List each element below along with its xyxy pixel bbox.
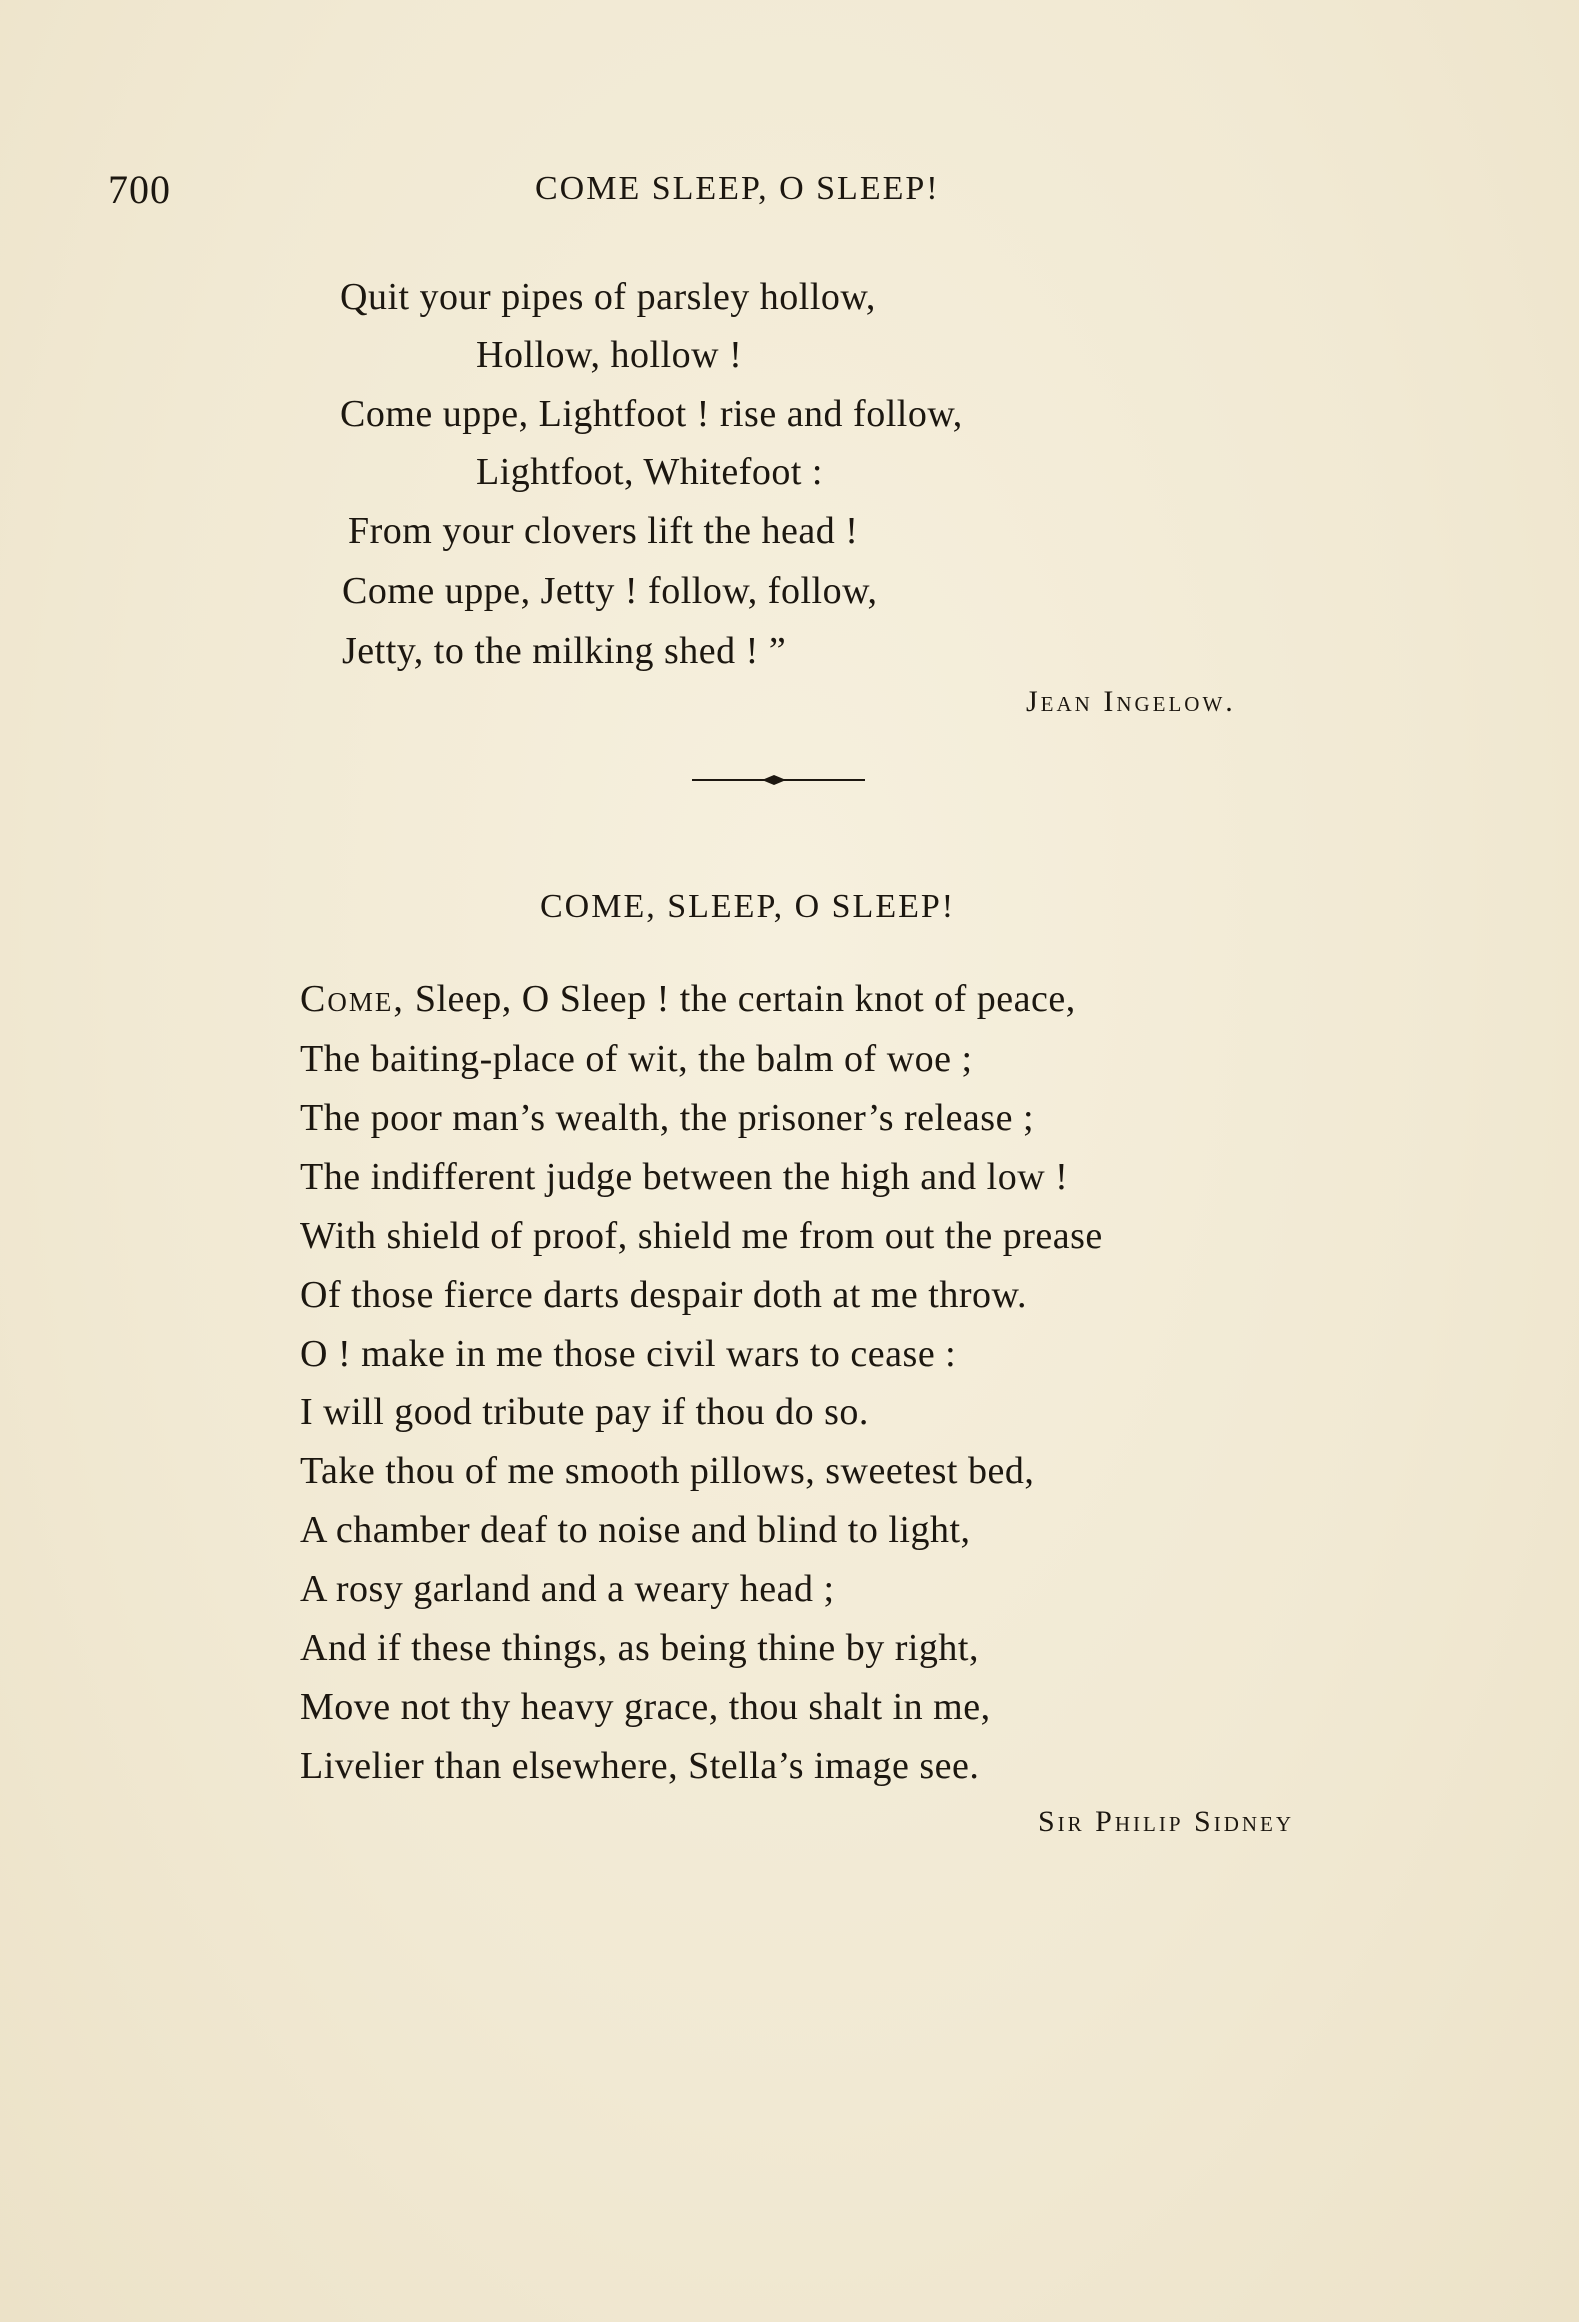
poem1-line: Quit your pipes of parsley hollow, [340, 276, 876, 318]
poem1-line: Come uppe, Lightfoot ! rise and follow, [340, 393, 963, 435]
running-head: COME SLEEP, O SLEEP! [535, 170, 940, 207]
poem1-line: Jetty, to the milking shed ! ” [342, 630, 787, 672]
drop-word: Come, [300, 978, 405, 1020]
poem1-author: Jean Ingelow. [1026, 685, 1236, 718]
poem1-line: Hollow, hollow ! [476, 334, 743, 376]
poem2-line: A chamber deaf to noise and blind to light, [300, 1509, 971, 1551]
poem2-line: Livelier than elsewhere, Stella’s image see. [300, 1745, 980, 1787]
poem1-line: Come uppe, Jetty ! follow, follow, [342, 570, 878, 612]
page-number: 700 [108, 167, 171, 212]
poem2-line: A rosy garland and a weary head ; [300, 1568, 835, 1610]
poem2-line: Move not thy heavy grace, thou shalt in me, [300, 1686, 991, 1728]
poem1-line: Lightfoot, Whitefoot : [476, 451, 823, 493]
poem2-line: The indifferent judge between the high and low ! [300, 1156, 1069, 1198]
poem2-author: Sir Philip Sidney [1038, 1805, 1295, 1838]
poem2-line: Of those fierce darts despair doth at me throw. [300, 1274, 1027, 1316]
poem2-first-line [300, 980, 1076, 1018]
poem2-first-line-text: Sleep, O Sleep ! the certain knot of peace, [404, 978, 1076, 1020]
poem2-line: The baiting-place of wit, the balm of woe ; [300, 1038, 973, 1080]
poem2-title: COME, SLEEP, O SLEEP! [540, 888, 956, 925]
poem2-line: With shield of proof, shield me from out the prease [300, 1215, 1103, 1257]
poem2-line: And if these things, as being thine by right, [300, 1627, 979, 1669]
poem2-line: I will good tribute pay if thou do so. [300, 1391, 869, 1433]
divider-ornament [692, 773, 865, 787]
poem1-line: From your clovers lift the head ! [348, 510, 859, 552]
poem2-line: O ! make in me those civil wars to cease : [300, 1333, 957, 1375]
poem2-line: The poor man’s wealth, the prisoner’s release ; [300, 1097, 1035, 1139]
poem2-line: Take thou of me smooth pillows, sweetest bed, [300, 1450, 1035, 1492]
